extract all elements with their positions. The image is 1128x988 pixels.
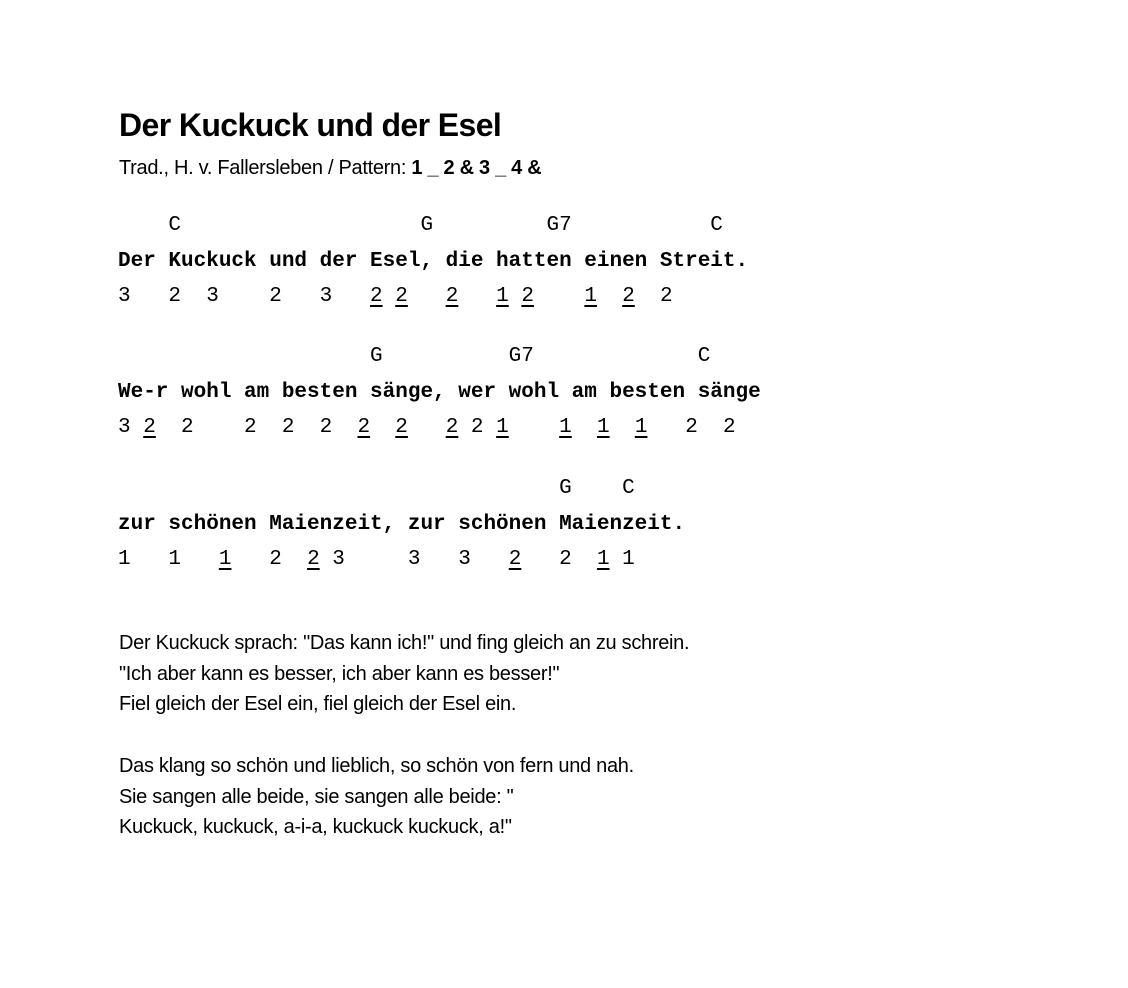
beat-text bbox=[383, 285, 396, 308]
beat-text: 2 bbox=[521, 548, 597, 571]
underlined-beat: 1 bbox=[584, 285, 597, 308]
beat-line-2 bbox=[118, 415, 736, 441]
verse-2 bbox=[119, 751, 634, 843]
beat-text bbox=[534, 285, 584, 308]
beat-text bbox=[408, 285, 446, 308]
underlined-beat: 2 bbox=[508, 548, 522, 571]
underlined-beat: 1 bbox=[559, 416, 572, 439]
underlined-beat: 2 bbox=[307, 548, 320, 571]
beat-text: 3 2 3 2 3 bbox=[118, 285, 371, 308]
underlined-beat: 1 bbox=[496, 416, 509, 439]
underlined-beat: 1 bbox=[634, 416, 648, 439]
beat-text: 1 bbox=[609, 548, 635, 571]
chord-line-1: C G G7 C bbox=[118, 214, 723, 237]
underlined-beat: 2 bbox=[370, 285, 383, 308]
beat-text: 2 bbox=[634, 285, 673, 308]
beat-line-1 bbox=[118, 284, 673, 310]
underlined-beat: 1 bbox=[218, 548, 232, 571]
underlined-beat: 2 bbox=[521, 285, 534, 308]
underlined-beat: 1 bbox=[496, 285, 509, 308]
beat-text bbox=[572, 416, 597, 439]
beat-text bbox=[597, 285, 622, 308]
beat-text bbox=[370, 416, 395, 439]
beat-text: 3 3 3 bbox=[319, 548, 509, 571]
underlined-beat: 1 bbox=[597, 416, 610, 439]
underlined-beat: 2 bbox=[357, 416, 371, 439]
beat-text bbox=[458, 285, 496, 308]
underlined-beat: 1 bbox=[596, 548, 610, 571]
verse-line: Sie sangen alle beide, sie sangen alle beide: " bbox=[119, 785, 514, 808]
verse-line: Kuckuck, kuckuck, a-i-a, kuckuck kuckuck, a!" bbox=[119, 816, 512, 838]
beat-text: 1 1 bbox=[118, 548, 219, 571]
beat-text: 2 bbox=[458, 416, 497, 439]
underlined-beat: 2 bbox=[622, 285, 635, 308]
lyric-line-2: We-r wohl am besten sänge, wer wohl am besten sänge bbox=[118, 381, 761, 404]
lyric-line-1: Der Kuckuck und der Esel, die hatten einen Streit. bbox=[118, 250, 749, 273]
verse-1 bbox=[119, 628, 689, 720]
beat-text bbox=[610, 416, 635, 439]
beat-text: 2 bbox=[231, 548, 308, 571]
song-title: Der Kuckuck und der Esel bbox=[119, 107, 502, 143]
lyric-line-3: zur schönen Maienzeit, zur schönen Maienzeit. bbox=[118, 513, 686, 536]
underlined-beat: 2 bbox=[143, 416, 156, 439]
beat-text bbox=[509, 285, 522, 308]
underlined-beat: 2 bbox=[445, 285, 459, 308]
underlined-beat: 2 bbox=[395, 285, 408, 308]
beat-text: 3 bbox=[118, 416, 144, 439]
song-subtitle bbox=[119, 154, 541, 182]
beat-text: 2 2 2 2 bbox=[155, 416, 358, 439]
chord-line-2: G G7 C bbox=[118, 345, 711, 368]
beat-text bbox=[408, 416, 446, 439]
pattern-text: 1 _ 2 & 3 _ 4 & bbox=[411, 157, 542, 179]
underlined-beat: 2 bbox=[395, 416, 408, 439]
verse-line: Das klang so schön und lieblich, so schön von fern und nah. bbox=[119, 755, 634, 777]
verse-line: Fiel gleich der Esel ein, fiel gleich der Esel ein. bbox=[119, 693, 517, 715]
beat-line-3 bbox=[118, 547, 635, 573]
underlined-beat: 2 bbox=[445, 416, 459, 439]
credits-text: Trad., H. v. Fallersleben / Pattern: bbox=[119, 157, 412, 179]
beat-text: 2 2 bbox=[647, 416, 736, 439]
chord-line-3: G C bbox=[118, 477, 635, 500]
beat-text bbox=[509, 416, 559, 439]
verse-line: "Ich aber kann es besser, ich aber kann es besser!" bbox=[119, 662, 560, 685]
verse-line: Der Kuckuck sprach: "Das kann ich!" und fing gleich an zu schrein. bbox=[119, 632, 690, 654]
